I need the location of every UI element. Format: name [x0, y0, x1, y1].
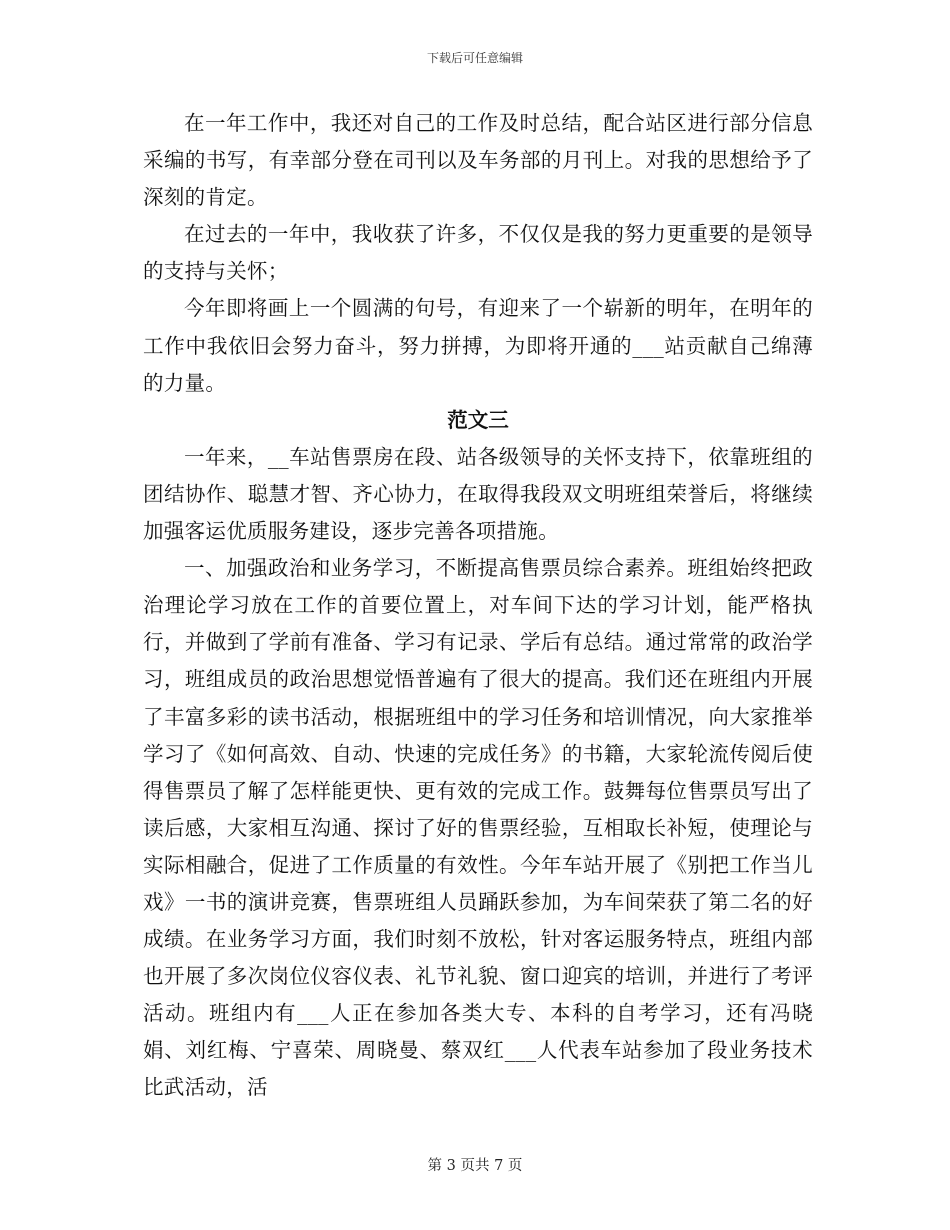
document-body — [143, 105, 813, 1107]
paragraph-summary: 在一年工作中，我还对自己的工作及时总结，配合站区进行部分信息采编的书写，有幸部分登在司刊以及车务部的月刊上。对我的思想给予了深刻的肯定。 — [143, 111, 813, 210]
paragraph-outlook: 今年即将画上一个圆满的句号，有迎来了一个崭新的明年，在明年的工作中我依旧会努力奋斗，努力拼搏，为即将开通的___站贡献自己绵薄的力量。 — [143, 296, 813, 395]
page-header — [0, 50, 950, 66]
paragraph-study: 一、加强政治和业务学习，不断提高售票员综合素养。班组始终把政治理论学习放在工作的首要位置上，对车间下达的学习计划，能严格执行，并做到了学前有准备、学习有记录、学后有总结。通过常常的政治学习，班组成员的政治思想觉悟普遍有了很大的提高。我们还在班组内开展了丰富多彩的读书活动，根据班组中的学习任务和培训情况，向大家推举学习了《如何高效、自动、快速的完成任务》的书籍，大家轮流传阅后使得售票员了解了怎样能更快、更有效的完成工作。鼓舞每位售票员写出了读后感，大家相互沟通、探讨了好的售票经验，互相取长补短，使理论与实际相融合，促进了工作质量的有效性。今年车站开展了《别把工作当儿戏》一书的演讲竞赛，售票班组人员踊跃参加，为车间荣获了第二名的好成绩。在业务学习方面，我们时刻不放松，针对客运服务特点，班组内部也开展了多次岗位仪容仪表、礼节礼貌、窗口迎宾的培训，并进行了考评活动。班组内有___人正在参加各类大专、本科的自考学习，还有冯晓娟、刘红梅、宁喜荣、周晓曼、蔡双红___人代表车站参加了段业务技术比武活动，活 — [143, 556, 813, 1100]
section-title: 范文三 — [447, 407, 509, 432]
paragraph-intro: 一年来，__车站售票房在段、站各级领导的关怀支持下，依靠班组的团结协作、聪慧才智、齐心协力，在取得我段双文明班组荣誉后，将继续加强客运优质服务建设，逐步完善各项措施。 — [143, 444, 813, 544]
page-number: 第 3 页共 7 页 — [427, 1158, 523, 1174]
paragraph-gratitude: 在过去的一年中，我收获了许多，不仅仅是我的努力更重要的是领导的支持与关怀； — [143, 222, 813, 284]
header-text: 下载后可任意编辑 — [426, 51, 523, 65]
page-footer — [0, 1156, 950, 1176]
